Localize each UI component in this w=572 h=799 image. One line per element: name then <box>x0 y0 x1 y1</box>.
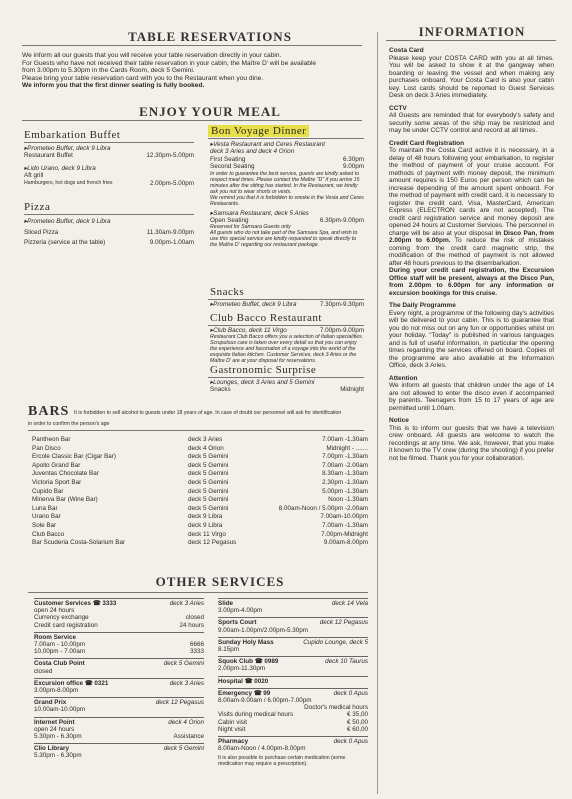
embarkation-list <box>24 145 194 187</box>
service-deck: deck 0 Apus <box>333 738 368 746</box>
item-time: 11.30am-9.00pm <box>146 229 194 237</box>
list-item <box>24 152 194 159</box>
service-deck: deck 12 Pegasus <box>319 619 368 627</box>
bar-time: 8.00am-Noon / 5.00pm -2.00am <box>278 504 368 512</box>
service-line-text: open 24 hours <box>34 607 75 615</box>
service-header <box>218 678 368 685</box>
service-line-value: closed <box>185 614 204 622</box>
divider <box>24 214 194 215</box>
service-phone: 3333 <box>102 600 117 607</box>
service-header <box>34 745 204 752</box>
credit-card-title: Credit Card Registration <box>389 139 465 147</box>
divider <box>22 45 362 46</box>
service-item <box>34 658 204 674</box>
service-line-text: 5.30pm - 6.30pm <box>34 733 82 741</box>
daily-programme-text: Every night, a programme of the following day's activities will be delivered to your cabin. This is to guarantee that you do not miss out on any fun or opportunities whilst on your holiday. "Today" is published in various languages and is full of useful information, in particular the opening times regarding the services offered on board. Copies of the programme are also available at the Information Office, deck 3 Aries. <box>389 309 554 369</box>
service-name <box>218 658 278 665</box>
service-name-text: Pharmacy <box>218 738 249 746</box>
service-line <box>218 607 368 614</box>
service-line <box>34 752 204 759</box>
list-item <box>210 217 364 224</box>
service-item <box>34 743 204 759</box>
phone-icon: ☎ <box>252 658 265 666</box>
bar-deck: deck 5 Gemini <box>188 496 229 504</box>
daily-programme-title: The Daily Programme <box>389 302 456 309</box>
note: In order to guarantee the best service, guests are kindly asked to respect meal times. Please contact the Maître "D" if you arrive 15 minutes after the sitting has started. In the Restaurant, we kindly ask you not to wear shorts or vests. <box>210 170 360 195</box>
venue: ▸ Vesta Restaurant and Ceres Restaurant <box>210 141 364 148</box>
bar-deck: deck 5 Gemini <box>188 453 229 461</box>
service-name <box>34 719 75 726</box>
service-line-text: open 24 hours <box>34 725 75 733</box>
service-line-value: Doctor's medical hours <box>304 704 368 712</box>
service-line-text: 3.00pm-8.00pm <box>34 687 79 695</box>
service-line <box>34 726 204 733</box>
note: Reserved for Samsara Guests only <box>210 224 291 231</box>
service-name <box>218 738 248 745</box>
service-deck: deck 10 Taurus <box>325 658 368 666</box>
service-name <box>34 600 116 607</box>
bar-name: Club Bacco <box>32 530 65 538</box>
embarkation-title: Embarkation Buffet <box>24 129 121 141</box>
service-name-text: Clio Library <box>34 745 69 753</box>
service-phone: 99 <box>263 689 271 697</box>
bar-deck: deck 5 Gemini <box>188 487 229 495</box>
service-deck: deck 14 Vela <box>331 600 368 607</box>
bar-deck: deck 9 Libra <box>188 521 223 529</box>
notice-text: This is to inform our guests that we have a television crew onboard. All guests are welcome to watch the recordings at any time. We ask, however, that you make it known to the TV crew (during the shooting) if you prefer not be filmed. Thank you for your collaboration. <box>389 424 554 462</box>
text-line: from 3.00pm to 5.30pm in the Cards Room, deck 5 Gemini. <box>22 67 195 75</box>
service-line <box>34 607 204 614</box>
service-name <box>34 699 66 706</box>
bar-name: Minerva Bar (Wine Bar) <box>32 496 98 504</box>
bar-deck: deck 4 Orion <box>188 444 224 452</box>
cctv-title: CCTV <box>389 104 407 112</box>
service-phone: 0020 <box>254 677 269 685</box>
list-item <box>24 239 194 246</box>
pizza-title: Pizza <box>24 201 51 213</box>
bars-times <box>272 436 368 548</box>
phone-icon: ☎ <box>91 600 103 607</box>
bar-name: Cupido Bar <box>32 487 64 495</box>
venue: ▸ Lounges, deck 3 Aries and 5 Gemini <box>210 379 364 386</box>
club-bacco-block <box>210 327 364 364</box>
service-line <box>34 614 204 621</box>
bar-time: 8.30am -1.30am <box>322 470 368 478</box>
service-name <box>218 619 256 626</box>
note: Restaurant Club Bacco offers you a selection of Italian specialities. Scrupulous care is taken over every detail so that you can enjoy the experience and fascination of a voyage into the world of the exquisite Italian kitchen. Customer Services, deck 3 Aries or the Maître D' are at your disposal for reservations. <box>210 334 364 365</box>
service-header <box>218 690 368 697</box>
information-column <box>389 47 554 462</box>
text-line: For Guests who have not received their table reservation in your cabin, the Maître D' will be available <box>22 59 317 67</box>
item-time: 12.30pm-5.00pm <box>146 152 194 160</box>
service-line <box>34 687 204 694</box>
service-deck: deck 0 Apus <box>333 689 368 697</box>
service-line-value: € 35,00 <box>346 711 368 719</box>
gastronomic-title: Gastronomic Surprise <box>210 364 317 376</box>
bar-time: 7.00pm -1.30am <box>322 453 368 461</box>
divider <box>24 142 194 143</box>
bar-time: 7.00am-10.00pm <box>320 513 368 521</box>
information-title: INFORMATION <box>418 24 526 39</box>
service-line-text: Currency exchange <box>34 614 89 622</box>
divider <box>28 430 364 431</box>
service-header <box>218 639 368 646</box>
item-name: Aft grill <box>24 172 44 180</box>
item-time: 6.30pm-9.00pm <box>319 217 364 225</box>
bar-name: Apollo Grand Bar <box>32 461 81 469</box>
bon-voyage-block <box>210 141 364 248</box>
services-right <box>218 598 368 767</box>
service-header <box>34 634 204 641</box>
service-line-text: 8.00am-Noon / 4.00pm-8.00pm <box>218 745 306 753</box>
item-sub: Hamburgers, hot dogs and french fries <box>24 179 113 186</box>
bar-time: 5.00pm -1.30am <box>322 487 368 495</box>
column-divider <box>377 32 378 794</box>
bar-time: 7.00am -1.30am <box>322 521 368 529</box>
divider <box>22 120 362 121</box>
service-line <box>34 706 204 713</box>
service-name-text: Customer Services <box>34 600 92 607</box>
list-item <box>210 163 364 170</box>
service-deck: deck 3 Aries <box>169 600 204 607</box>
venue: ▸ Club Bacco, deck 11 Virgo <box>210 327 287 334</box>
service-item <box>218 736 368 752</box>
enjoy-meal-title: ENJOY YOUR MEAL <box>139 104 281 119</box>
text-line: We inform all our guests that you will receive your table reservation directly in your cabin. <box>22 52 282 59</box>
service-line-text: 3.00pm-4.00pm <box>218 607 263 615</box>
credit-text-a: To maintain the Costa Card active it is necessary, in a delay of 48 hours following your embarkation, to register the method of payment of your cruise account. For methods of payment with money deposit, the minimum amount requires is 150 Euros per person which can be increase depending of the amount spent onboard. For the method of payment with credit card, it is necessary to register the credit card, Visa, MasterCard, American Express (ELECTRON cards are not accepted). The credit card registration service and money deposit are opened 24 hours at Customer Services. The personnel in charge will be also at your disposal <box>389 147 554 237</box>
bon-voyage-title: Bon Voyage Dinner <box>208 125 309 137</box>
credit-text-c: To reduce the risk of mistakes coming from the credit card magnetic strip, the modification of the method of payment is not allowed after 48 hours previous to the disembarkation. <box>389 237 554 267</box>
list-item <box>210 386 364 393</box>
service-line-value: 3333 <box>189 648 204 656</box>
service-name-text: Slide <box>218 600 234 607</box>
service-header <box>218 619 368 626</box>
service-deck: deck 3 Aries <box>169 679 204 687</box>
service-deck: deck 4 Orion <box>168 718 204 726</box>
bars-names <box>32 436 182 548</box>
service-phone: 0321 <box>94 679 109 687</box>
note: All guests who do not take part of the Samsara Spa, and wish to use this special service are kindly requested to speak directly to the Maître D' regarding our restaurant package. <box>210 230 358 249</box>
service-header <box>34 660 204 667</box>
service-line-text: Credit card registration <box>34 621 98 629</box>
divider <box>208 377 364 378</box>
service-line-text: closed <box>34 667 53 675</box>
bar-name: Pan Disco <box>32 444 61 452</box>
item-time: 7.00pm-9.00pm <box>319 327 364 334</box>
phone-icon: ☎ <box>242 677 255 685</box>
list-item <box>24 229 194 236</box>
bar-time: Midnight - ....... <box>326 444 368 452</box>
service-line <box>34 668 204 675</box>
service-line <box>218 704 368 711</box>
service-header <box>34 719 204 726</box>
service-line-text: 10.00pm - 7.00am <box>34 648 86 656</box>
service-name-text: Excursion office <box>34 679 83 687</box>
service-header <box>218 738 368 745</box>
service-line <box>218 745 368 752</box>
venue: ▸ Samsara Restaurant, deck 5 Aries <box>210 210 364 217</box>
divider <box>208 138 364 139</box>
costa-card-title: Costa Card <box>389 47 424 54</box>
service-line-text: 5.30pm - 6.30pm <box>34 752 82 760</box>
service-line-text: 8.15pm <box>218 646 240 654</box>
service-name <box>218 639 274 646</box>
divider <box>208 325 364 326</box>
service-name-text: Costa Club Point <box>34 660 85 668</box>
item-time: 2.00pm-5.00pm <box>149 179 194 187</box>
service-line-text: 7.00am - 10.00pm <box>34 641 86 649</box>
notice-title: Notice <box>389 417 409 424</box>
item-time: 9.00pm <box>342 163 364 171</box>
service-name <box>34 634 76 641</box>
venue: ▸ Prometeo Buffet, deck 9 Libra <box>24 218 194 225</box>
pharmacy-note: It is also possible to purchase certain medication (some medication may require a prescription). <box>218 755 346 768</box>
service-line <box>218 719 368 726</box>
service-item <box>218 617 368 633</box>
item-name: Open Seating <box>210 217 249 225</box>
service-name-text: Emergency <box>218 689 252 697</box>
service-line-value: € 60,00 <box>346 725 368 733</box>
service-deck: deck 5 Gemini <box>163 745 204 753</box>
service-line-value: Assistance <box>173 733 204 741</box>
item-time: 9.00pm-1.00am <box>149 238 194 246</box>
bar-name: Luna Bar <box>32 504 58 512</box>
bar-name: Urano Bar <box>32 513 61 521</box>
gastronomic-block <box>210 379 364 394</box>
service-item <box>34 598 204 629</box>
bar-time: 7.00am -1.30am <box>322 436 368 443</box>
service-deck: deck 5 Gemini <box>163 660 204 668</box>
service-name <box>218 690 270 697</box>
list-item <box>210 156 364 163</box>
bar-name: Bar Scuderia Costa-Solarium Bar <box>32 539 126 547</box>
bar-deck: deck 3 Aries <box>188 436 223 443</box>
venue: ▸ Prometeo Buffet, deck 9 Libra <box>24 145 194 152</box>
service-name-text: Grand Prix <box>34 699 67 707</box>
pizza-list <box>24 218 194 246</box>
item-name: Snacks <box>210 386 231 394</box>
text-line: Please bring your table reservation card with you to the Restaurant when you dine. <box>22 74 264 82</box>
service-name <box>218 600 233 607</box>
list-item <box>210 327 364 334</box>
service-header <box>218 600 368 607</box>
other-services-title: OTHER SERVICES <box>155 574 285 589</box>
item-name: Sliced Pizza <box>24 229 59 237</box>
bar-name: Ercole Classic Bar (Cigar Bar) <box>32 453 116 461</box>
list-item <box>24 180 194 187</box>
bars-note-2: in order to confirm the person's age <box>28 421 110 427</box>
service-line-text: 10.00am-10.00pm <box>34 706 86 714</box>
bar-deck: deck 11 Virgo <box>188 530 226 538</box>
service-line-text: 8.00am-9.00am / 6.00pm-7.00pm <box>218 697 312 705</box>
list-item <box>210 301 364 308</box>
venue: ▸ Lido Urano, deck 9 Libra <box>24 165 194 172</box>
service-name-text: Sports Court <box>218 619 257 627</box>
service-header <box>218 658 368 665</box>
table-reservations-title: TABLE RESERVATIONS <box>128 29 292 44</box>
bar-time: 7.00pm-Midnight <box>321 530 368 538</box>
service-line <box>218 697 368 704</box>
venue-deck: deck 3 Aries and deck 4 Orion <box>210 148 295 156</box>
item-time: 6.30pm <box>342 155 364 163</box>
bars-title: BARS <box>28 404 70 419</box>
service-header <box>34 699 204 706</box>
service-item <box>218 656 368 672</box>
service-line-text: Cabin visit <box>218 718 248 726</box>
item-time: Midnight <box>340 386 364 394</box>
service-line <box>218 726 368 733</box>
note: We remind you that it is forbidden to smoke in the Vesta and Ceres Restaurants. <box>210 194 364 207</box>
service-line <box>218 711 368 718</box>
item-time: 7.30pm-9.30pm <box>319 301 364 308</box>
service-header <box>34 600 204 607</box>
text-line-bold: We inform you that the first dinner seating is fully booked. <box>22 82 205 90</box>
bar-time: 7.00am -2.00am <box>322 461 368 469</box>
service-line <box>218 627 368 634</box>
bar-deck: deck 5 Gemini <box>188 470 229 478</box>
service-name-text: Internet Point <box>34 718 75 726</box>
service-name-text: Hospital <box>218 677 243 685</box>
service-line <box>34 648 204 655</box>
bar-deck: deck 9 Libra <box>188 513 223 521</box>
services-left <box>34 598 204 763</box>
service-header <box>34 680 204 687</box>
divider <box>208 299 364 300</box>
service-item <box>218 598 368 614</box>
service-line <box>34 733 204 740</box>
service-line-value: € 50,00 <box>346 718 368 726</box>
item-name: Second Seating <box>210 163 255 171</box>
bar-deck: deck 5 Gemini <box>188 504 229 512</box>
service-line <box>218 665 368 672</box>
bars-decks <box>188 436 278 548</box>
service-line-text: 2.00pm-11.30pm <box>218 665 266 673</box>
bar-time: 2.30pm -1.30am <box>322 478 368 486</box>
bars-note: It is forbidden to sell alcohol to guests under 18 years of age. In case of doubt our personnel will ask for identification <box>74 410 342 416</box>
snacks-title: Snacks <box>210 286 245 298</box>
service-line <box>34 622 204 629</box>
costa-card-text: Please keep your COSTA CARD with you at all times. You will be asked to show it at the gangway when boarding or leaving the vessel and when making any purchases onboard. Your Costa Card is also your cabin key. Lost cards should be reported to Guest Services Desk on deck 3 Aries immediately. <box>389 54 554 99</box>
item-name: Pizzeria (service at the table) <box>24 238 106 246</box>
service-line-text: 9.00am-1.00pm/2.00pm-5.30pm <box>218 626 308 634</box>
bar-name: Pantheon Bar <box>32 436 71 443</box>
divider <box>386 40 556 41</box>
service-name-text: Sunday Holy Mass <box>218 638 274 646</box>
service-item <box>218 676 368 685</box>
bar-name: Sole Bar <box>32 521 57 529</box>
service-line <box>34 641 204 648</box>
cctv-text: All Guests are reminded that for everybody's safety and security some areas of the ship may be restricted and may be under CCTV control and record at all times. <box>389 112 554 134</box>
service-item <box>218 688 368 733</box>
credit-card-text <box>389 147 554 267</box>
phone-icon: ☎ <box>83 679 95 687</box>
service-item <box>34 678 204 694</box>
bar-deck: deck 5 Gemini <box>188 478 229 486</box>
service-item <box>34 717 204 741</box>
service-phone: 0989 <box>264 658 279 666</box>
service-name <box>218 678 268 685</box>
service-item <box>34 632 204 656</box>
bar-time: Noon -1.30am <box>328 496 368 504</box>
phone-icon: ☎ <box>251 689 264 697</box>
bar-deck: deck 5 Gemini <box>188 461 229 469</box>
service-name <box>34 680 108 687</box>
item-name: Restaurant Buffet <box>24 152 73 160</box>
attention-title: Attention <box>389 374 418 382</box>
bar-time: 9.00am-8.00pm <box>323 539 368 547</box>
credit-text-b: in Disco Pan, from 2.00pm to 6.00pm. <box>389 229 554 244</box>
service-item <box>218 637 368 653</box>
service-name <box>34 745 69 752</box>
attention-text: We inform all guests that children under the age of 14 are not allowed to enter the disco even if accompanied by parents. Teenagers from 15 to 17 years of age are permitted until 1.00am. <box>389 382 554 412</box>
service-item <box>34 697 204 713</box>
service-name-text: Room Service <box>34 633 76 641</box>
service-name-text: Squok Club <box>218 658 253 666</box>
credit-card-bold: During your credit card registration, the Excursion Office staff will be present, always at the Disco Pan, from 2.00pm to 6.00pm for any information or excursion bookings for this cruise. <box>389 267 554 297</box>
divider <box>28 592 368 593</box>
service-line-value: 6666 <box>189 641 204 649</box>
item-name: First Seating <box>210 155 246 163</box>
service-line <box>218 646 368 653</box>
venue: ▸ Prometeo Buffet, deck 9 Libra <box>210 301 296 308</box>
bar-deck: deck 12 Pegasus <box>188 539 237 547</box>
service-name <box>34 660 85 667</box>
service-deck: Cupido Lounge, deck 5 <box>303 638 368 646</box>
bar-name: Victoria Sport Bar <box>32 478 82 486</box>
bar-name: Juventas Chocolate Bar <box>32 470 99 478</box>
service-line-text: Visits during medical hours <box>218 711 294 719</box>
club-bacco-title: Club Bacco Restaurant <box>210 312 322 324</box>
service-line-value: 24 hours <box>179 621 204 629</box>
table-reservations-text <box>22 52 367 90</box>
service-line-text: Night visit <box>218 725 246 733</box>
service-deck: deck 12 Pegasus <box>155 699 204 707</box>
